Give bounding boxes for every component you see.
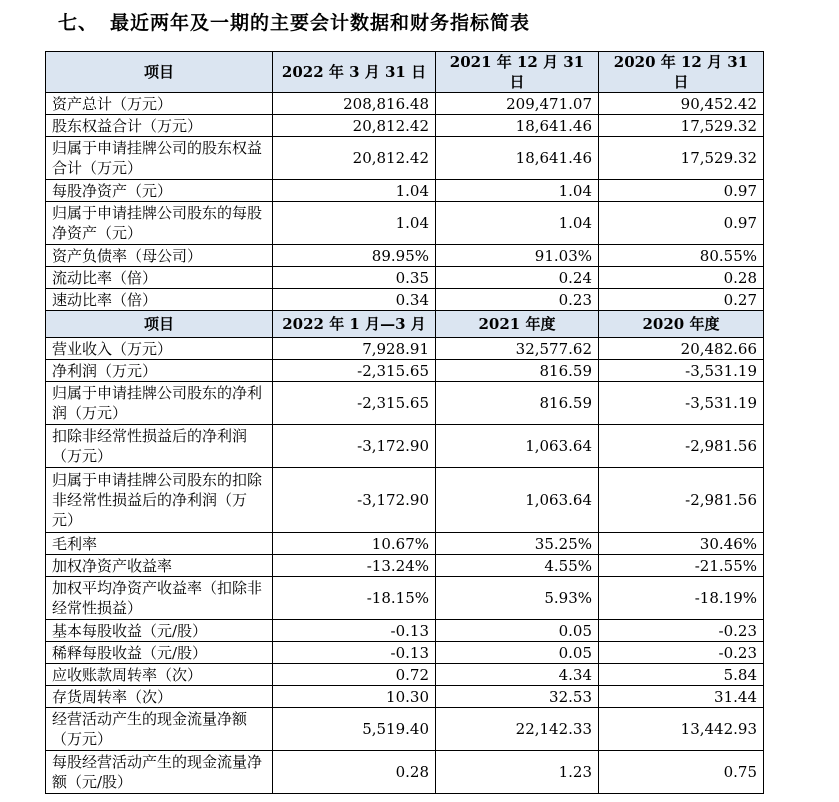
table-row <box>46 115 764 137</box>
row-value: 1.23 <box>436 751 599 794</box>
row-value: 18,641.46 <box>436 115 599 137</box>
row-value: 0.24 <box>436 267 599 289</box>
table-row <box>46 751 764 794</box>
row-label: 存货周转率（次） <box>46 686 273 708</box>
row-label: 流动比率（倍） <box>46 267 273 289</box>
row-value: 0.28 <box>273 751 436 794</box>
row-value: 90,452.42 <box>599 93 764 115</box>
row-label: 加权平均净资产收益率（扣除非经常性损益） <box>46 577 273 620</box>
row-value: 20,812.42 <box>273 137 436 180</box>
table-row <box>46 382 764 425</box>
row-value: 0.28 <box>599 267 764 289</box>
row-value: 20,482.66 <box>599 338 764 360</box>
table-row <box>46 533 764 555</box>
row-value: 89.95% <box>273 245 436 267</box>
row-value: 10.67% <box>273 533 436 555</box>
row-value: 208,816.48 <box>273 93 436 115</box>
row-value: -2,981.56 <box>599 468 764 533</box>
row-label: 股东权益合计（万元） <box>46 115 273 137</box>
row-value: 5.93% <box>436 577 599 620</box>
row-value: -3,172.90 <box>273 468 436 533</box>
header-period: 2022 年 3 月 31 日 <box>273 52 436 93</box>
table-row <box>46 620 764 642</box>
row-value: 1,063.64 <box>436 425 599 468</box>
row-value: 13,442.93 <box>599 708 764 751</box>
row-value: -13.24% <box>273 555 436 577</box>
row-value: -18.15% <box>273 577 436 620</box>
row-label: 经营活动产生的现金流量净额（万元） <box>46 708 273 751</box>
row-label: 归属于申请挂牌公司股东的每股净资产（元） <box>46 202 273 245</box>
row-value: -3,531.19 <box>599 360 764 382</box>
header-row <box>46 52 764 93</box>
row-value: 4.34 <box>436 664 599 686</box>
row-value: 0.34 <box>273 289 436 311</box>
row-value: -2,315.65 <box>273 360 436 382</box>
row-value: 20,812.42 <box>273 115 436 137</box>
row-value: -21.55% <box>599 555 764 577</box>
row-value: 0.35 <box>273 267 436 289</box>
header-item: 项目 <box>46 311 273 338</box>
table-row <box>46 577 764 620</box>
row-value: 0.05 <box>436 642 599 664</box>
row-value: -0.13 <box>273 642 436 664</box>
row-value: 35.25% <box>436 533 599 555</box>
table-row <box>46 93 764 115</box>
row-label: 营业收入（万元） <box>46 338 273 360</box>
row-value: 0.97 <box>599 180 764 202</box>
row-value: 209,471.07 <box>436 93 599 115</box>
row-value: -0.23 <box>599 620 764 642</box>
row-value: 91.03% <box>436 245 599 267</box>
row-label: 归属于申请挂牌公司的股东权益合计（万元） <box>46 137 273 180</box>
row-value: 10.30 <box>273 686 436 708</box>
header-row <box>46 311 764 338</box>
header-period: 2020 年度 <box>599 311 764 338</box>
table-row <box>46 708 764 751</box>
row-value: 0.05 <box>436 620 599 642</box>
row-value: -3,172.90 <box>273 425 436 468</box>
row-value: 80.55% <box>599 245 764 267</box>
row-value: 32.53 <box>436 686 599 708</box>
row-value: -2,981.56 <box>599 425 764 468</box>
row-label: 应收账款周转率（次） <box>46 664 273 686</box>
row-label: 基本每股收益（元/股） <box>46 620 273 642</box>
header-item: 项目 <box>46 52 273 93</box>
header-period: 2020 年 12 月 31 日 <box>599 52 764 93</box>
row-value: -0.23 <box>599 642 764 664</box>
row-value: 0.27 <box>599 289 764 311</box>
table-row <box>46 245 764 267</box>
row-label: 每股净资产（元） <box>46 180 273 202</box>
table-row <box>46 267 764 289</box>
row-label: 毛利率 <box>46 533 273 555</box>
row-value: 0.97 <box>599 202 764 245</box>
row-value: 5,519.40 <box>273 708 436 751</box>
section-heading <box>58 8 530 35</box>
header-period: 2022 年 1 月—3 月 <box>273 311 436 338</box>
row-value: 1.04 <box>273 180 436 202</box>
row-value: 32,577.62 <box>436 338 599 360</box>
section-number: 七、 <box>58 12 99 34</box>
row-value: 816.59 <box>436 382 599 425</box>
financial-table-body <box>46 52 764 794</box>
row-value: -3,531.19 <box>599 382 764 425</box>
row-label: 扣除非经常性损益后的净利润（万元） <box>46 425 273 468</box>
row-value: 5.84 <box>599 664 764 686</box>
row-label: 每股经营活动产生的现金流量净额（元/股） <box>46 751 273 794</box>
row-value: 17,529.32 <box>599 137 764 180</box>
row-value: 4.55% <box>436 555 599 577</box>
row-value: 7,928.91 <box>273 338 436 360</box>
row-value: 1.04 <box>436 180 599 202</box>
table-row <box>46 137 764 180</box>
table-row <box>46 289 764 311</box>
row-label: 资产总计（万元） <box>46 93 273 115</box>
row-label: 加权净资产收益率 <box>46 555 273 577</box>
table-row <box>46 642 764 664</box>
row-value: -2,315.65 <box>273 382 436 425</box>
row-value: 0.75 <box>599 751 764 794</box>
row-label: 资产负债率（母公司） <box>46 245 273 267</box>
row-value: 1,063.64 <box>436 468 599 533</box>
row-value: 18,641.46 <box>436 137 599 180</box>
table-row <box>46 686 764 708</box>
table-row <box>46 664 764 686</box>
row-label: 净利润（万元） <box>46 360 273 382</box>
row-value: 1.04 <box>436 202 599 245</box>
table-row <box>46 180 764 202</box>
row-label: 速动比率（倍） <box>46 289 273 311</box>
row-value: 17,529.32 <box>599 115 764 137</box>
section-title: 最近两年及一期的主要会计数据和财务指标简表 <box>110 12 531 34</box>
row-label: 归属于申请挂牌公司股东的净利润（万元） <box>46 382 273 425</box>
row-label: 归属于申请挂牌公司股东的扣除非经常性损益后的净利润（万元） <box>46 468 273 533</box>
row-value: 22,142.33 <box>436 708 599 751</box>
row-label: 稀释每股收益（元/股） <box>46 642 273 664</box>
row-value: 816.59 <box>436 360 599 382</box>
row-value: 30.46% <box>599 533 764 555</box>
row-value: -0.13 <box>273 620 436 642</box>
row-value: 0.72 <box>273 664 436 686</box>
row-value: 0.23 <box>436 289 599 311</box>
financial-summary-table <box>45 51 764 794</box>
table-row <box>46 555 764 577</box>
table-row <box>46 468 764 533</box>
row-value: 31.44 <box>599 686 764 708</box>
table-row <box>46 360 764 382</box>
table-row <box>46 202 764 245</box>
table-row <box>46 425 764 468</box>
table-row <box>46 338 764 360</box>
header-period: 2021 年度 <box>436 311 599 338</box>
header-period: 2021 年 12 月 31 日 <box>436 52 599 93</box>
row-value: -18.19% <box>599 577 764 620</box>
row-value: 1.04 <box>273 202 436 245</box>
